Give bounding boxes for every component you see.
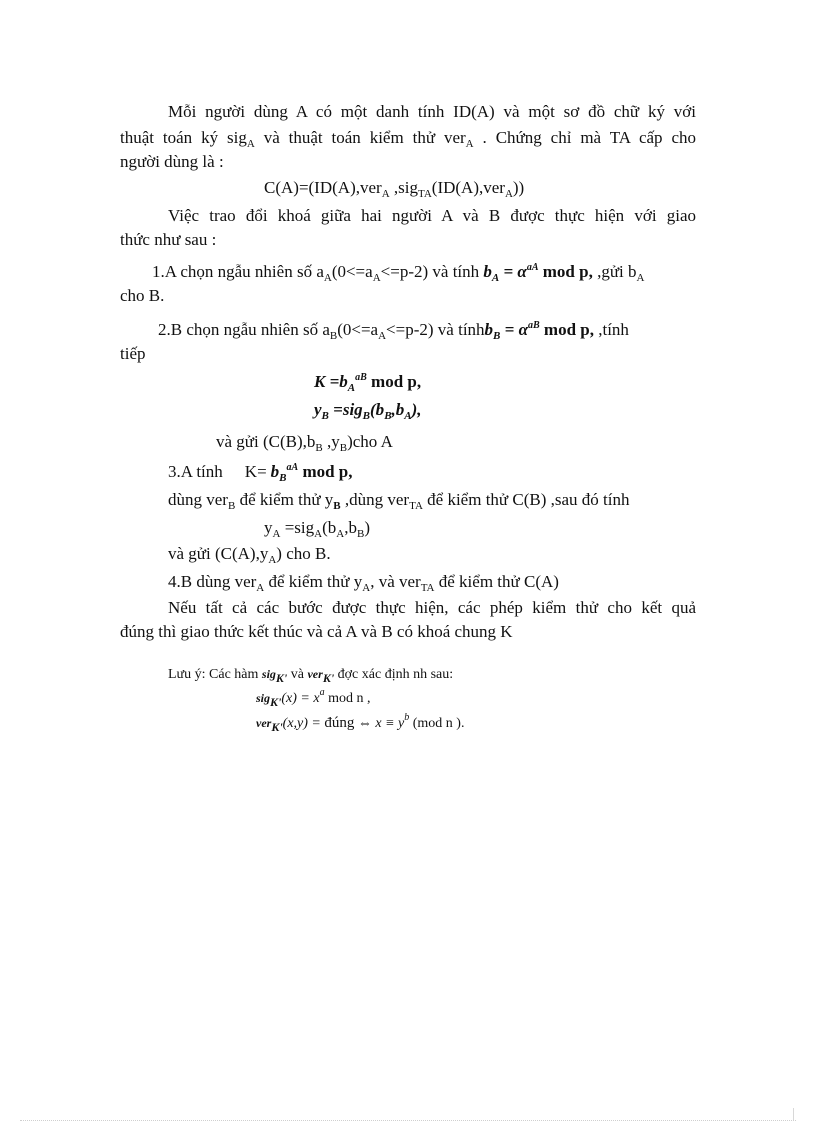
superscript: aA: [526, 262, 539, 273]
subscript: K': [270, 695, 282, 709]
subscript: B: [333, 500, 341, 512]
text: để kiểm thử y: [235, 490, 334, 509]
subscript: A: [256, 582, 265, 594]
note-line-2: [256, 688, 370, 709]
subscript: A: [504, 188, 513, 200]
note-line-3: [256, 713, 464, 734]
formula-k-a: [270, 462, 353, 484]
text: mod p,: [366, 372, 422, 391]
text: <=p-2) và tính: [380, 262, 484, 281]
subscript: A: [272, 528, 281, 540]
text: )cho A: [347, 432, 393, 451]
text: (0<=a: [337, 320, 379, 339]
text: ) cho B.: [276, 544, 331, 563]
text: C(A)=(ID(A),ver: [264, 178, 382, 197]
subscript: A: [323, 272, 332, 284]
var: b: [484, 320, 494, 339]
text: mod n ,: [324, 691, 371, 706]
text: =sig: [280, 518, 315, 537]
step-1-line-2: cho B.: [120, 286, 165, 305]
subscript: A: [404, 410, 412, 422]
subscript: B: [356, 528, 365, 540]
step-2-line-1: [158, 320, 696, 340]
step-3-line-2: [168, 490, 630, 510]
subscript: TA: [417, 188, 432, 200]
text: để kiểm thử y: [264, 572, 363, 591]
text: ,y: [322, 432, 340, 451]
text: Lưu ý: Các hàm: [168, 667, 262, 682]
ver-symbol: ver: [307, 667, 323, 681]
subscript: A: [336, 528, 345, 540]
paragraph-2-line-1: Việc trao đổi khoá giữa hai người A và B được thực hiện với giao: [168, 206, 696, 225]
subscript: TA: [409, 500, 423, 512]
text: và thuật toán kiểm thử ver: [254, 128, 466, 147]
subscript: B: [321, 410, 329, 422]
paragraph-1-line-1: Mỗi người dùng A có một danh tính ID(A) và một sơ đồ chữ ký với: [168, 102, 696, 121]
text: (x,y) =: [282, 716, 325, 731]
text: (b: [322, 518, 337, 537]
subscript: K': [275, 671, 288, 685]
subscript: B: [384, 410, 392, 422]
text: ⇔ x ≡ y: [354, 716, 405, 731]
subscript: A: [381, 188, 390, 200]
text: và gửi (C(A),y: [168, 544, 269, 563]
superscript: aA: [286, 462, 299, 473]
send-to-a: [216, 432, 393, 452]
formula-b-b: [484, 320, 594, 342]
subscript: B: [279, 472, 287, 484]
text: , và ver: [370, 572, 421, 591]
superscript: aB: [355, 372, 367, 383]
subscript: A: [246, 138, 255, 150]
ver-symbol: ver: [256, 716, 272, 730]
step-1-line-1: [152, 262, 696, 282]
var: b: [483, 262, 492, 281]
subscript: A: [268, 554, 277, 566]
paragraph-1-line-3: người dùng là :: [120, 152, 224, 171]
text: (x) = x: [281, 691, 320, 706]
text: )): [512, 178, 525, 197]
text: 2.B chọn ngẫu nhiên số a: [158, 320, 330, 339]
text: (mod n ).: [409, 716, 465, 731]
text: (b: [370, 400, 385, 419]
paragraph-2-line-2: thức như sau :: [120, 230, 217, 249]
subscript: A: [314, 528, 323, 540]
text: ,b: [344, 518, 357, 537]
formula-b-a: [483, 262, 593, 284]
text: K=: [244, 462, 267, 481]
subscript: B: [362, 410, 371, 422]
step-2-line-2: tiếp: [120, 344, 146, 363]
text: ): [364, 518, 370, 537]
send-to-b: [168, 544, 331, 564]
sig-symbol: sig: [256, 691, 271, 705]
text: mod p,: [298, 462, 353, 481]
text: . Chứng chỉ mà TA cấp cho: [473, 128, 696, 147]
text: ),: [411, 400, 422, 419]
subscript: A: [636, 272, 645, 284]
certificate-formula: [264, 178, 524, 198]
formula-k: [314, 372, 421, 392]
paragraph-3-line-1: Nếu tất cả các bước được thực hiện, các phép kiểm thử cho kết quả: [168, 598, 696, 617]
text: ,tính: [593, 320, 629, 339]
subscript: A: [362, 582, 371, 594]
superscript: b: [404, 712, 410, 723]
formula-y-b: [314, 400, 422, 420]
text: =b: [325, 372, 348, 391]
text: = α: [500, 320, 528, 339]
paragraph-3-line-2: đúng thì giao thức kết thúc và cả A và B có khoá chung K: [120, 622, 513, 641]
text: ,sig: [389, 178, 418, 197]
subscript: K': [322, 671, 335, 685]
subscript: B: [227, 500, 236, 512]
text: ,gửi b: [597, 262, 637, 281]
subscript: A: [491, 272, 500, 284]
superscript: aB: [527, 320, 540, 331]
text: = α: [499, 262, 527, 281]
subscript: K': [271, 720, 283, 734]
subscript: A: [347, 382, 356, 394]
text: để kiểm thử C(A): [434, 572, 559, 591]
step-4: [168, 572, 559, 592]
text: 1.A chọn ngẫu nhiên số a: [152, 262, 324, 281]
step-3-line-1: [168, 462, 353, 482]
text: 4.B dùng ver: [168, 572, 257, 591]
subscript: B: [329, 330, 338, 342]
subscript: TA: [420, 582, 435, 594]
text: <=p-2) và tính: [386, 320, 485, 339]
superscript: a: [319, 687, 325, 698]
note-line-1: [168, 664, 453, 685]
y-a-formula: [264, 518, 370, 538]
text: đợc xác định nh sau:: [334, 667, 454, 682]
text: ,dùng ver: [340, 490, 410, 509]
subscript: A: [372, 272, 381, 284]
paragraph-1-line-2: [120, 128, 696, 148]
text: thuật toán ký sig: [120, 128, 247, 147]
text: mod p,: [538, 262, 593, 281]
text: =sig: [328, 400, 363, 419]
text: để kiểm thử C(B) ,sau đó tính: [422, 490, 630, 509]
subscript: B: [315, 442, 323, 454]
text: mod p,: [539, 320, 594, 339]
text: dùng ver: [168, 490, 228, 509]
var: b: [270, 462, 280, 481]
subscript: A: [465, 138, 474, 150]
sig-symbol: sig: [261, 667, 276, 681]
text: 3.A tính: [168, 462, 223, 481]
text: và: [287, 667, 308, 682]
text: (0<=a: [331, 262, 373, 281]
page-bottom-border: [20, 1120, 796, 1121]
page-corner-mark: [793, 1108, 794, 1120]
text: (ID(A),ver: [431, 178, 505, 197]
subscript: B: [339, 442, 348, 454]
text: y: [264, 518, 273, 537]
subscript: B: [493, 330, 501, 342]
subscript: A: [378, 330, 387, 342]
text: và gửi (C(B),b: [216, 432, 316, 451]
text: đúng: [324, 715, 355, 731]
var: y: [314, 400, 322, 419]
var: K: [314, 372, 326, 391]
text: ,b: [391, 400, 405, 419]
